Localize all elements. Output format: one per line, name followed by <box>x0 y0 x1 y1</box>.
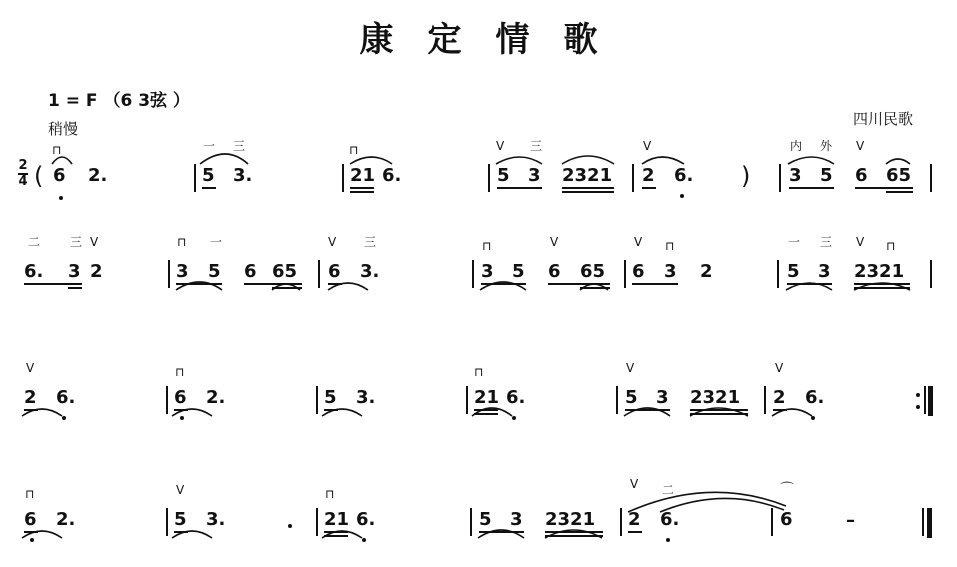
string-3-mark: 三 <box>364 235 377 249</box>
underline <box>474 409 498 411</box>
note: 6 <box>548 261 561 282</box>
underline <box>632 283 678 285</box>
underline <box>24 409 38 411</box>
note: 5 <box>202 165 215 186</box>
note: 6. <box>24 261 44 282</box>
low-octave-dot <box>180 416 184 420</box>
dot-mark <box>288 524 292 528</box>
bow-up-mark: V <box>630 477 639 491</box>
underline <box>481 283 526 285</box>
score-row-3 <box>0 360 957 440</box>
underline <box>562 187 614 189</box>
underline-double <box>324 535 348 537</box>
underline <box>350 187 374 189</box>
note: 6. <box>674 165 694 186</box>
barline <box>166 508 168 536</box>
outer-string-mark: 外 <box>820 139 833 153</box>
string-1-mark: 一 <box>203 139 216 153</box>
note: 6. <box>506 387 526 408</box>
low-octave-dot <box>811 416 815 420</box>
barline <box>771 508 773 536</box>
string-3-mark: 三 <box>233 139 246 153</box>
note: 2 <box>642 165 655 186</box>
bow-down-mark: ⊓ <box>177 235 187 249</box>
string-3-mark: 三 <box>820 235 833 249</box>
note: 3 <box>528 165 541 186</box>
note: 5 <box>787 261 800 282</box>
tempo-marking: 稍慢 <box>48 120 79 138</box>
bow-up-mark: V <box>775 361 784 375</box>
note-group: 2321 <box>854 261 905 282</box>
note: 6 <box>855 165 868 186</box>
repeat-thin-bar <box>924 386 926 414</box>
underline <box>855 187 913 189</box>
barline <box>166 386 168 414</box>
song-origin: 四川民歌 <box>853 110 914 128</box>
bow-up-mark: V <box>90 235 99 249</box>
note: 3 <box>664 261 677 282</box>
bow-up-mark: V <box>856 139 865 153</box>
low-octave-dot <box>666 538 670 542</box>
underline <box>787 283 832 285</box>
underline <box>854 283 910 285</box>
underline-double <box>854 287 910 289</box>
note: 5 <box>174 509 187 530</box>
barline <box>930 260 932 288</box>
underline <box>625 409 670 411</box>
bow-up-mark: V <box>856 235 865 249</box>
note-group: 65 <box>886 165 912 186</box>
barline <box>930 164 932 192</box>
note: 2 <box>628 509 641 530</box>
note: 2. <box>206 387 226 408</box>
note-group: 65 <box>580 261 606 282</box>
note: 6. <box>660 509 680 530</box>
score-row-4 <box>0 477 957 562</box>
score-row-1 <box>0 138 957 218</box>
note: 6 <box>24 509 37 530</box>
bow-up-mark: V <box>626 361 635 375</box>
underline <box>328 283 342 285</box>
note: 6 <box>632 261 645 282</box>
string-3-mark: 三 <box>70 235 83 249</box>
barline <box>168 260 170 288</box>
note: 2. <box>56 509 76 530</box>
underline-double <box>68 287 82 289</box>
final-thick-bar <box>927 508 932 538</box>
barline <box>472 260 474 288</box>
underline <box>174 531 188 533</box>
underline <box>642 187 656 189</box>
note: 2. <box>88 165 108 186</box>
underline <box>24 283 82 285</box>
string-1-mark: 一 <box>788 235 801 249</box>
repeat-dot <box>916 393 920 397</box>
underline <box>202 187 216 189</box>
note: 2 <box>90 261 103 282</box>
note: 5 <box>820 165 833 186</box>
note: 6. <box>356 509 376 530</box>
underline <box>690 409 748 411</box>
note-group: 2321 <box>545 509 596 530</box>
bow-down-mark: ⊓ <box>25 487 35 501</box>
note: 5 <box>324 387 337 408</box>
underline <box>324 531 348 533</box>
repeat-thick-bar <box>928 386 933 416</box>
note-group: 2321 <box>690 387 741 408</box>
low-octave-dot <box>59 196 63 200</box>
underline-double <box>886 191 913 193</box>
open-paren: ( <box>34 162 44 190</box>
barline <box>318 260 320 288</box>
note: 5 <box>497 165 510 186</box>
barline <box>616 386 618 414</box>
bow-up-mark: V <box>550 235 559 249</box>
underline <box>24 531 38 533</box>
note: 6 <box>328 261 341 282</box>
score-row-2 <box>0 234 957 314</box>
barline <box>470 508 472 536</box>
underline <box>628 531 642 533</box>
repeat-dot <box>916 405 920 409</box>
barline <box>316 508 318 536</box>
final-thin-bar <box>922 508 924 536</box>
barline <box>779 164 781 192</box>
underline-double <box>545 535 603 537</box>
bow-up-mark: V <box>643 139 652 153</box>
note-group: 65 <box>272 261 298 282</box>
bow-down-mark: ⊓ <box>349 143 359 157</box>
note: 21 <box>474 387 500 408</box>
note: 5 <box>208 261 221 282</box>
bow-up-mark: V <box>26 361 35 375</box>
note: 3. <box>206 509 226 530</box>
underline <box>174 409 188 411</box>
note: 5 <box>512 261 525 282</box>
underline-double <box>474 413 498 415</box>
barline <box>342 164 344 192</box>
bow-down-mark: ⊓ <box>175 365 185 379</box>
note: 21 <box>350 165 376 186</box>
underline <box>545 531 603 533</box>
barline <box>632 164 634 192</box>
note: 3 <box>481 261 494 282</box>
song-title: 康定情歌 <box>359 20 632 60</box>
barline <box>764 386 766 414</box>
note: 5 <box>625 387 638 408</box>
string-2-mark: 二 <box>28 235 41 249</box>
low-octave-dot <box>30 538 34 542</box>
underline <box>548 283 610 285</box>
bow-up-mark: V <box>328 235 337 249</box>
barline <box>194 164 196 192</box>
underline-double <box>580 287 610 289</box>
note-group: 2321 <box>562 165 613 186</box>
low-octave-dot <box>512 416 516 420</box>
note: 6 <box>780 509 793 530</box>
note: 2 <box>773 387 786 408</box>
barline <box>466 386 468 414</box>
note: 6 <box>244 261 257 282</box>
bow-down-mark: ⊓ <box>52 143 62 157</box>
note: 3. <box>356 387 376 408</box>
low-octave-dot <box>362 538 366 542</box>
key-signature: 1 = F （6 3弦 ） <box>48 91 190 111</box>
underline <box>479 531 524 533</box>
close-paren: ) <box>741 162 751 190</box>
note: 6 <box>53 165 66 186</box>
note: 3 <box>656 387 669 408</box>
underline-double <box>690 413 748 415</box>
note: 3 <box>176 261 189 282</box>
low-octave-dot <box>680 194 684 198</box>
bow-down-mark: ⊓ <box>325 487 335 501</box>
note: 3 <box>789 165 802 186</box>
underline <box>176 283 222 285</box>
string-2-mark: 二 <box>662 483 675 497</box>
note: 6. <box>805 387 825 408</box>
time-signature: 2 4 <box>18 158 28 189</box>
underline <box>324 409 338 411</box>
underline <box>244 283 302 285</box>
underline-double <box>350 191 374 193</box>
bow-down-mark: ⊓ <box>474 365 484 379</box>
underline-double <box>272 287 302 289</box>
barline <box>620 508 622 536</box>
low-octave-dot <box>62 416 66 420</box>
inner-string-mark: 内 <box>790 139 803 153</box>
string-3-mark: 三 <box>530 139 543 153</box>
note: 3. <box>233 165 253 186</box>
note: 3 <box>510 509 523 530</box>
barline <box>488 164 490 192</box>
underline <box>773 409 787 411</box>
bow-up-mark: V <box>496 139 505 153</box>
underline <box>497 187 542 189</box>
bow-up-mark: V <box>634 235 643 249</box>
note: 6. <box>56 387 76 408</box>
note: 3. <box>360 261 380 282</box>
bow-up-mark: V <box>176 483 185 497</box>
note: 2 <box>700 261 713 282</box>
fermata-mark: ⌒ <box>780 482 794 498</box>
note: 3 <box>818 261 831 282</box>
extension-dash: – <box>846 510 855 531</box>
bow-down-mark: ⊓ <box>665 239 675 253</box>
bow-down-mark: ⊓ <box>886 239 896 253</box>
note: 3 <box>68 261 81 282</box>
note: 21 <box>324 509 350 530</box>
note: 2 <box>24 387 37 408</box>
string-1-mark: 一 <box>210 235 223 249</box>
underline-double <box>562 191 614 193</box>
note: 6 <box>174 387 187 408</box>
barline <box>777 260 779 288</box>
note: 5 <box>479 509 492 530</box>
bow-down-mark: ⊓ <box>482 239 492 253</box>
underline <box>789 187 834 189</box>
barline <box>624 260 626 288</box>
note: 6. <box>382 165 402 186</box>
barline <box>316 386 318 414</box>
